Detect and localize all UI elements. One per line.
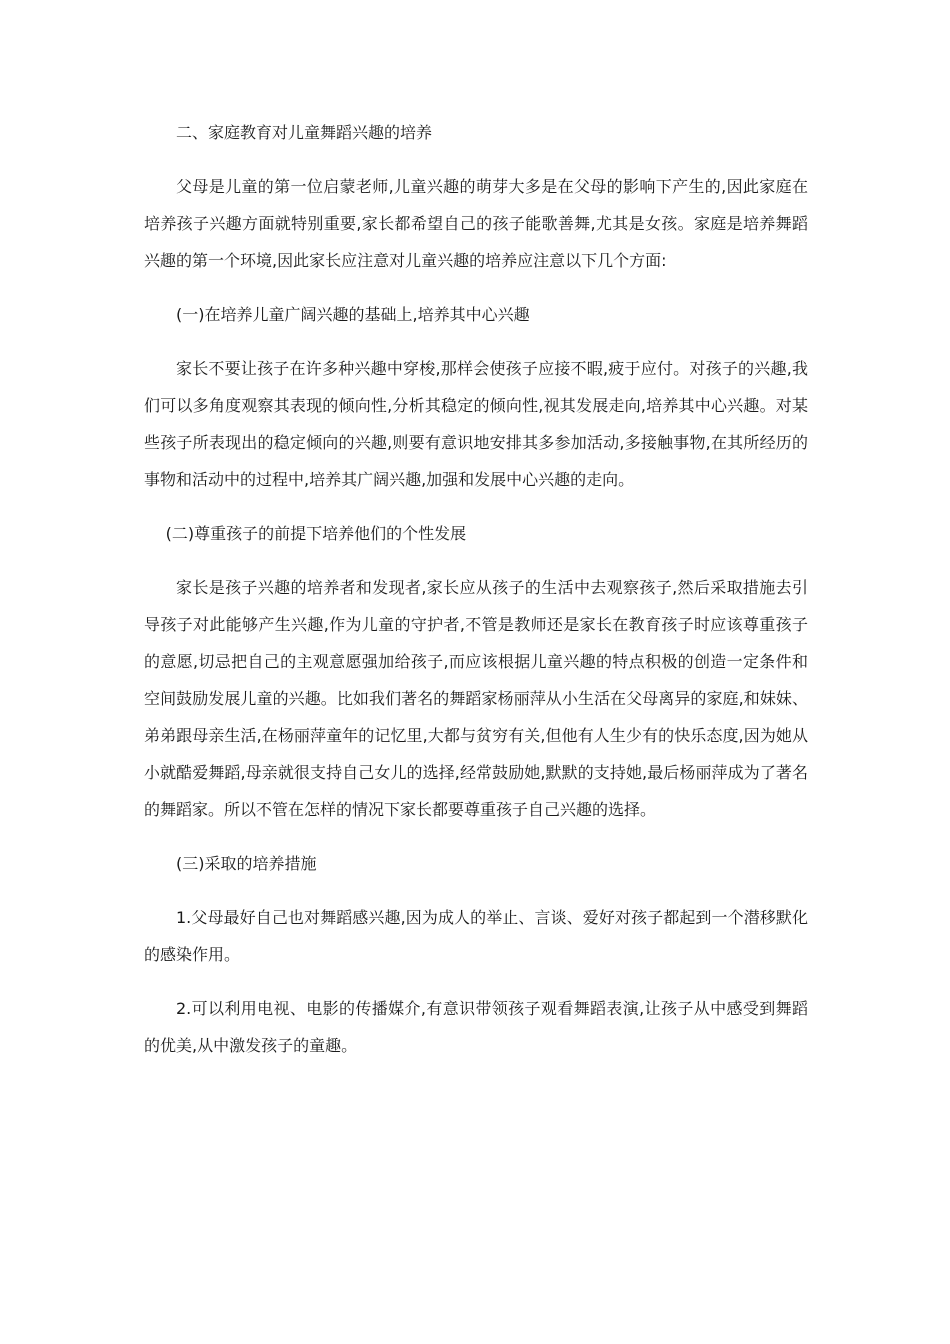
subsection-2-title: (二)尊重孩子的前提下培养他们的个性发展: [165, 524, 467, 543]
section-title: 二、家庭教育对儿童舞蹈兴趣的培养: [176, 123, 433, 142]
document-page: [144, 114, 808, 1064]
intro-paragraph: 父母是儿童的第一位启蒙老师,儿童兴趣的萌芽大多是在父母的影响下产生的,因此家庭在培养孩子兴趣方面就特别重要,家长都希望自己的孩子能歌善舞,尤其是女孩。家庭是培养舞蹈兴趣的第一个环境,因此家长应注意对儿童兴趣的培养应注意以下几个方面:: [144, 177, 808, 270]
subsection-1-title: (一)在培养儿童广阔兴趣的基础上,培养其中心兴趣: [176, 305, 530, 324]
measure-item-2: 2.可以利用电视、电影的传播媒介,有意识带领孩子观看舞蹈表演,让孩子从中感受到舞蹈的优美,从中激发孩子的童趣。: [144, 999, 808, 1055]
measure-item-1: 1.父母最好自己也对舞蹈感兴趣,因为成人的举止、言谈、爱好对孩子都起到一个潜移默化的感染作用。: [144, 908, 808, 964]
subsection-3-title: (三)采取的培养措施: [176, 854, 317, 873]
subsection-1-body: 家长不要让孩子在许多种兴趣中穿梭,那样会使孩子应接不暇,疲于应付。对孩子的兴趣,我们可以多角度观察其表现的倾向性,分析其稳定的倾向性,视其发展走向,培养其中心兴趣。对某些孩子所表现出的稳定倾向的兴趣,则要有意识地安排其多参加活动,多接触事物,在其所经历的事物和活动中的过程中,培养其广阔兴趣,加强和发展中心兴趣的走向。: [144, 359, 808, 489]
subsection-2-body: 家长是孩子兴趣的培养者和发现者,家长应从孩子的生活中去观察孩子,然后采取措施去引导孩子对此能够产生兴趣,作为儿童的守护者,不管是教师还是家长在教育孩子时应该尊重孩子的意愿,切忌把自己的主观意愿强加给孩子,而应该根据儿童兴趣的特点积极的创造一定条件和空间鼓励发展儿童的兴趣。比如我们著名的舞蹈家杨丽萍从小生活在父母离异的家庭,和妹妹、弟弟跟母亲生活,在杨丽萍童年的记忆里,大都与贫穷有关,但他有人生少有的快乐态度,因为她从小就酷爱舞蹈,母亲就很支持自己女儿的选择,经常鼓励她,默默的支持她,最后杨丽萍成为了著名的舞蹈家。所以不管在怎样的情况下家长都要尊重孩子自己兴趣的选择。: [144, 578, 808, 819]
